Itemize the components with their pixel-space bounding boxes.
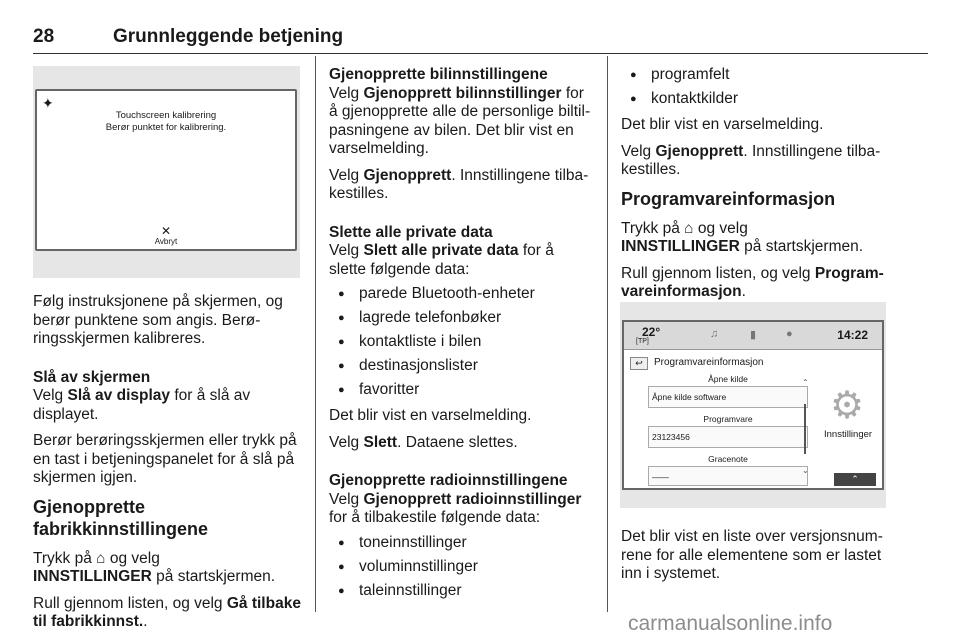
- paragraph: Velg Gjenopprett. Innstillingene tilbakestilles.: [621, 142, 881, 178]
- section-heading: Gjenopprette bilinnstillingene: [329, 66, 548, 83]
- software-info-screen: [622, 320, 884, 490]
- home-icon: ⌂: [96, 549, 106, 567]
- page-title: Grunnleggende betjening: [113, 26, 344, 47]
- list-item: ● lagrede telefonbøker: [329, 307, 594, 331]
- music-icon[interactable]: ♫: [710, 328, 719, 340]
- section-heading: Slå av skjermen: [33, 368, 151, 386]
- section-heading: Programvareinformasjon: [621, 188, 836, 209]
- column-3-caption: [621, 528, 889, 592]
- list-item: ● favoritter: [329, 379, 594, 403]
- paragraph: Berør berøringsskjermen eller trykk på en tast i betjeningspanelet for å slå på skjermen igjen.: [33, 432, 297, 486]
- chevron-up-icon[interactable]: ⌃: [834, 473, 876, 486]
- list-item: ● parede Bluetooth-enheter: [329, 283, 594, 307]
- paragraph: Det blir vist en varselmelding.: [621, 116, 824, 133]
- list-item[interactable]: ——: [648, 466, 808, 486]
- paragraph: Velg Gjenopprett radioinnstillinger for å tilbakestile følgende data:: [329, 490, 582, 526]
- paragraph: Trykk på ⌂ og velg INNSTILLINGER på startskjermen.: [33, 549, 276, 585]
- tp-indicator: [TP]: [636, 338, 649, 345]
- column-divider: [315, 56, 316, 612]
- info-icon[interactable]: ●: [786, 328, 793, 340]
- section-header: Programvare: [703, 414, 753, 424]
- paragraph: Rull gjennom listen, og velg Programvareinformasjon.: [621, 264, 884, 300]
- radio-data-list: [329, 532, 594, 604]
- list-title: Programvareinformasjon: [654, 357, 764, 368]
- software-info-figure: [620, 302, 886, 508]
- list-item: ● taleinnstillinger: [329, 580, 594, 604]
- status-bar: [624, 322, 882, 350]
- list-item[interactable]: 23123456: [648, 426, 808, 448]
- section-heading: Gjenopprette fabrikkinnstillingene: [33, 496, 209, 539]
- paragraph: Rull gjennom listen, og velg Gå tilbake til fabrikkinnst..: [33, 594, 301, 630]
- page-header: [33, 24, 928, 54]
- settings-label[interactable]: Innstillinger: [824, 429, 873, 440]
- paragraph: Velg Slå av display for å slå av displayet.: [33, 387, 251, 423]
- list-item: ● voluminnstillinger: [329, 556, 594, 580]
- close-icon[interactable]: ✕: [160, 224, 172, 238]
- paragraph: Det blir vist en varselmelding.: [329, 407, 532, 424]
- column-1: [33, 293, 301, 640]
- paragraph: Trykk på ⌂ og velg INNSTILLINGER på startskjermen.: [621, 219, 864, 255]
- home-icon: ⌂: [684, 219, 694, 237]
- intro-text: Følg instruksjonene på skjermen, og berør punktene som angis. Berøringsskjermen kalibreres.: [33, 293, 283, 347]
- list-item: ● kontaktkilder: [621, 88, 889, 112]
- paragraph: Velg Gjenopprett bilinnstillinger for å gjenopprette alle de personlige biltilpasningene av bilen. Det blir vist en varselmelding.: [329, 84, 591, 157]
- gear-icon[interactable]: ⚙: [830, 385, 865, 427]
- calibration-subtitle: Berør punktet for kalibrering.: [105, 122, 227, 133]
- scroll-up-icon[interactable]: ⌃: [802, 378, 809, 387]
- scroll-down-icon[interactable]: ⌄: [802, 466, 809, 475]
- clock: 14:22: [837, 328, 868, 342]
- paragraph: Det blir vist en liste over versjonsnumrene for alle elementene som er lastet inn i systemet.: [621, 528, 883, 582]
- temperature: 22°: [642, 325, 661, 339]
- watermark: carmanualsonline.info: [628, 612, 833, 635]
- back-arrow-icon[interactable]: ↩: [630, 357, 648, 370]
- list-item[interactable]: Åpne kilde software: [648, 386, 808, 408]
- calibration-title: Touchscreen kalibrering: [115, 110, 217, 121]
- scrollbar[interactable]: [804, 404, 806, 454]
- list-item: ● destinasjonslister: [329, 355, 594, 379]
- column-2: [329, 66, 594, 608]
- section-heading: Slette alle private data: [329, 223, 493, 241]
- phone-icon[interactable]: ▮: [750, 329, 757, 341]
- private-data-list: [329, 283, 594, 403]
- section-header: Åpne kilde: [708, 374, 748, 384]
- calibration-screen: [35, 89, 297, 251]
- page-number: 28: [33, 26, 55, 47]
- section-header: Gracenote: [708, 454, 748, 464]
- more-data-list: [621, 64, 889, 112]
- list-item: ● programfelt: [621, 64, 889, 88]
- paragraph: Velg Gjenopprett. Innstillingene tilbakestilles.: [329, 166, 589, 202]
- column-divider: [607, 56, 608, 612]
- list-item: ● kontaktliste i bilen: [329, 331, 594, 355]
- list-item: ● toneinnstillinger: [329, 532, 594, 556]
- column-3: [621, 64, 889, 310]
- abort-label[interactable]: Avbryt: [154, 237, 178, 246]
- paragraph: Velg Slett alle private data for å slette følgende data:: [329, 242, 554, 278]
- crosshair-icon: ✦: [42, 95, 54, 111]
- paragraph: Velg Slett. Dataene slettes.: [329, 433, 518, 451]
- section-heading: Gjenopprette radioinnstillingene: [329, 472, 568, 489]
- calibration-figure: [33, 66, 300, 278]
